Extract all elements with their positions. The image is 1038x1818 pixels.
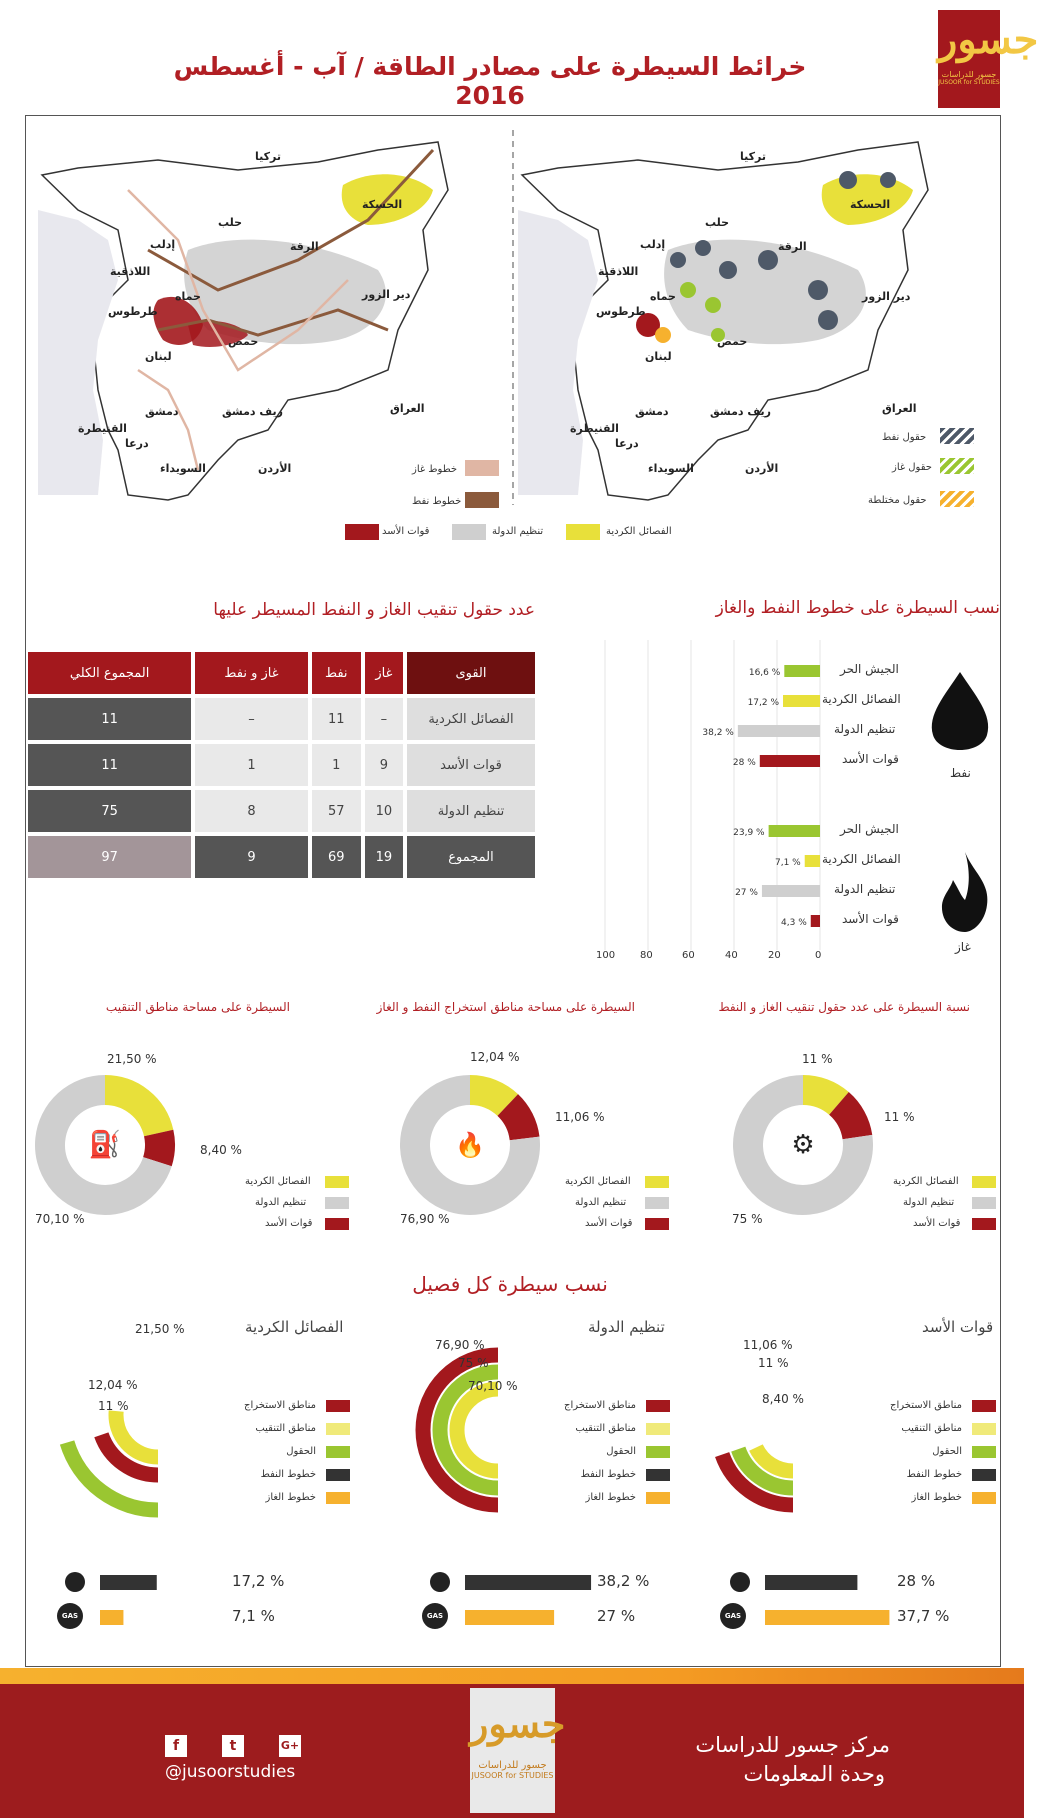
legend-gas-fields-label: حقول غاز <box>892 462 932 473</box>
table-header-row <box>28 652 535 694</box>
footer-logo: جسور جسور للدراسات JUSOOR for STUDIES <box>470 1688 555 1813</box>
isis-gas-line-value: 27 % <box>597 1607 636 1625</box>
legend-swatch <box>326 1446 350 1458</box>
label-hama: حماه <box>175 290 201 303</box>
pipeline-bars <box>40 1560 1000 1640</box>
jusoor-logo: جسور جسور للدراسات JUSOOR for STUDIES <box>938 10 1000 108</box>
table-row <box>28 744 535 786</box>
label-tartus: طرطوس <box>108 305 158 318</box>
oil-cat-assad: قوات الأسد <box>842 752 899 766</box>
legend-isis-label: تنظيم الدولة <box>492 526 544 537</box>
legend-label: خطوط النفط <box>260 1469 316 1480</box>
ring-kurds-l3: 21,50 % <box>135 1322 185 1336</box>
legend-gas-lines-swatch <box>465 460 499 476</box>
kurds-gas-line-value: 7,1 % <box>232 1607 275 1625</box>
oil-line-bar <box>465 1575 591 1590</box>
label-lebanon-r: لبنان <box>645 350 672 363</box>
cell-both: 1 <box>195 744 307 786</box>
dl-b-kurds: الفصائل الكردية <box>565 1176 631 1187</box>
oil-line-bar <box>100 1575 157 1590</box>
bar-value-label: 7,1 % <box>775 858 801 868</box>
legend-oil-fields-swatch <box>940 428 974 444</box>
lines-chart-title: نسب السيطرة على خطوط النفط والغاز <box>715 598 1000 618</box>
donut1-title: نسبة السيطرة على عدد حقول تنقيب الغاز و النفط <box>718 1000 970 1014</box>
legend-label: مناطق التنقيب <box>901 1423 962 1434</box>
cell-total: 97 <box>28 836 191 878</box>
donut-c-isis: 75 % <box>732 1212 763 1226</box>
oil-cat-isis: تنظيم الدولة <box>834 722 896 736</box>
dl-c-kurds-swatch <box>972 1176 996 1188</box>
table-title: عدد حقول تنقيب الغاز و النفط المسيطر عليها <box>213 600 535 620</box>
label-deir-ezzor-r: دير الزور <box>862 290 911 303</box>
label-homs: حمص <box>228 335 259 348</box>
label-homs-r: حمص <box>717 335 748 348</box>
label-iraq: العراق <box>390 402 425 415</box>
donut-b-assad: 11,06 % <box>555 1110 605 1124</box>
gas-line-bar <box>465 1610 554 1625</box>
gas-line-bar <box>765 1610 889 1625</box>
label-rif-dimashq: ريف دمشق <box>222 405 283 418</box>
label-turkey-r: تركيا <box>740 150 766 163</box>
gas-icon: GAS <box>57 1603 83 1629</box>
ring-assad-l2: 11 % <box>758 1356 789 1370</box>
label-tartus-r: طرطوس <box>596 305 646 318</box>
gas-icon: GAS <box>422 1603 448 1629</box>
bar-value-label: 38,2 % <box>702 728 734 738</box>
label-idlib-r: إدلب <box>640 238 666 251</box>
twitter-icon[interactable]: t <box>222 1735 244 1757</box>
bar <box>805 855 820 867</box>
half-rings-isis <box>410 1345 500 1515</box>
oil-drop-icon <box>925 670 995 760</box>
label-raqqa: الرقة <box>290 240 319 253</box>
bar-value-label: 27 % <box>735 888 758 898</box>
label-lebanon: لبنان <box>145 350 172 363</box>
legend-swatch <box>972 1492 996 1504</box>
flame-icon <box>935 850 995 935</box>
label-aleppo: حلب <box>218 216 243 229</box>
valve-icon <box>65 1572 85 1592</box>
legend-swatch <box>646 1400 670 1412</box>
legend-swatch <box>646 1423 670 1435</box>
legend-swatch <box>646 1492 670 1504</box>
legend-label: الحقول <box>606 1446 636 1457</box>
legend-assad-swatch <box>345 524 379 540</box>
th-gas: غاز <box>365 652 403 694</box>
label-hasakah-r: الحسكة <box>850 198 891 211</box>
gas-icon: GAS <box>720 1603 746 1629</box>
label-hama-r: حماه <box>650 290 676 303</box>
valve-icon <box>730 1572 750 1592</box>
google-plus-icon[interactable]: G+ <box>279 1735 301 1757</box>
axis-tick: 100 <box>596 950 616 961</box>
cell-gas: 10 <box>365 790 403 832</box>
label-latakia: اللاذقية <box>110 265 151 278</box>
label-sweida: السويداء <box>160 462 206 475</box>
oil-label: نفط <box>950 766 971 780</box>
bar-value-label: 17,2 % <box>747 698 780 708</box>
cell-oil: 1 <box>312 744 361 786</box>
legend-swatch <box>326 1469 350 1481</box>
label-damascus: دمشق <box>145 405 179 418</box>
legend-swatch <box>972 1400 996 1412</box>
row-name: الفصائل الكردية <box>407 698 535 740</box>
row-name: المجموع <box>407 836 535 878</box>
oil-cat-fsa: الجيش الحر <box>840 662 899 676</box>
group-isis-title: تنظيم الدولة <box>588 1318 665 1336</box>
label-idlib: إدلب <box>150 238 176 251</box>
ring-assad-l3: 8,40 % <box>762 1392 804 1406</box>
label-daraa: درعا <box>125 437 149 450</box>
label-quneitra: القنيطرة <box>78 422 127 435</box>
donut-b-kurds: 12,04 % <box>470 1050 520 1064</box>
ring-isis-l3: 70,10 % <box>468 1379 518 1393</box>
legend-kurds-label: الفصائل الكردية <box>606 526 672 537</box>
th-forces: القوى <box>407 652 535 694</box>
label-turkey: تركيا <box>255 150 281 163</box>
legend-swatch <box>326 1492 350 1504</box>
legend-label: مناطق التنقيب <box>575 1423 636 1434</box>
bar-value-label: 23,9 % <box>733 828 765 838</box>
page-title: خرائط السيطرة على مصادر الطاقة / آب - أغسطس 2016 <box>173 52 807 110</box>
label-deir-ezzor: دير الزور <box>362 288 411 301</box>
cell-total: 11 <box>28 698 191 740</box>
oil-rig-icon: ⚙ <box>780 1122 826 1168</box>
dl-c-assad-swatch <box>972 1218 996 1230</box>
donut3-title: السيطرة على مساحة مناطق التنقيب <box>105 1000 290 1014</box>
bar <box>738 725 820 737</box>
label-sweida-r: السويداء <box>648 462 694 475</box>
legend-label: خطوط النفط <box>906 1469 962 1480</box>
axis-tick: 0 <box>815 950 822 961</box>
legend-label: مناطق التنقيب <box>255 1423 316 1434</box>
faction-legend-2 <box>550 1400 670 1515</box>
oil-line-bar <box>765 1575 857 1590</box>
dl-b-kurds-swatch <box>645 1176 669 1188</box>
half-rings-assad <box>705 1345 795 1515</box>
legend-label: الحقول <box>932 1446 962 1457</box>
label-rif-dimashq-r: ريف دمشق <box>710 405 771 418</box>
table-row <box>28 790 535 832</box>
legend-swatch <box>972 1446 996 1458</box>
label-jordan: الأردن <box>258 462 292 475</box>
dl-c-isis-swatch <box>972 1197 996 1209</box>
legend-swatch <box>972 1423 996 1435</box>
table-row <box>28 698 535 740</box>
bar-value-label: 28 % <box>732 758 756 768</box>
donut-slice <box>839 1103 857 1137</box>
lines-axis <box>588 950 833 964</box>
group-kurds-title: الفصائل الكردية <box>245 1318 344 1336</box>
legend-label: خطوط الغاز <box>265 1492 316 1503</box>
label-damascus-r: دمشق <box>635 405 669 418</box>
label-raqqa-r: الرقة <box>778 240 807 253</box>
dl-a-kurds-swatch <box>325 1176 349 1188</box>
legend-label: خطوط النفط <box>580 1469 636 1480</box>
legend-label: الحقول <box>286 1446 316 1457</box>
oil-gas-icon: 🔥 <box>447 1122 493 1168</box>
bar <box>769 825 820 837</box>
donut-a-isis: 70,10 % <box>35 1212 85 1226</box>
footer-org: مركز جسور للدراسات <box>695 1733 890 1757</box>
legend-swatch <box>646 1446 670 1458</box>
th-total: المجموع الكلي <box>28 652 191 694</box>
label-jordan-r: الأردن <box>745 462 779 475</box>
ring-arc <box>457 1389 498 1471</box>
legend-gas-lines-label: خطوط غاز <box>412 464 458 475</box>
cell-gas: 19 <box>365 836 403 878</box>
legend-gas-fields-swatch <box>940 458 974 474</box>
legend-oil-lines-label: خطوط نفط <box>412 496 462 507</box>
donut-a-kurds: 21,50 % <box>107 1052 157 1066</box>
donut-slice <box>508 1105 525 1138</box>
social-handle[interactable]: @jusoorstudies <box>165 1762 296 1782</box>
legend-isis-swatch <box>452 524 486 540</box>
bar <box>760 755 820 767</box>
right-map-syria <box>518 142 928 500</box>
dl-a-assad: قوات الأسد <box>265 1218 313 1229</box>
dl-b-isis-swatch <box>645 1197 669 1209</box>
donut-b-isis: 76,90 % <box>400 1212 450 1226</box>
cell-total: 75 <box>28 790 191 832</box>
legend-label: مناطق الاستخراج <box>244 1400 316 1411</box>
facebook-icon[interactable]: f <box>165 1735 187 1757</box>
gas-line-bar <box>100 1610 123 1625</box>
kurds-oil-line-value: 17,2 % <box>232 1572 285 1590</box>
lines-bar-chart <box>590 640 830 960</box>
dl-b-isis: تنظيم الدولة <box>575 1197 627 1208</box>
pumpjack-icon: ⛽ <box>82 1122 128 1168</box>
footer-stripe <box>0 1668 1024 1684</box>
cell-oil: 57 <box>312 790 361 832</box>
legend-oil-lines-swatch <box>465 492 499 508</box>
legend-mixed-fields-label: حقول مختلطة <box>868 495 927 506</box>
donut-slice <box>803 1090 839 1103</box>
legend-assad-label: قوات الأسد <box>382 526 430 537</box>
cell-gas: – <box>365 698 403 740</box>
bar <box>762 885 820 897</box>
legend-label: خطوط الغاز <box>911 1492 962 1503</box>
dl-c-assad: قوات الأسد <box>913 1218 961 1229</box>
cell-both: 8 <box>195 790 307 832</box>
dl-a-assad-swatch <box>325 1218 349 1230</box>
dl-a-isis-swatch <box>325 1197 349 1209</box>
cell-gas: 9 <box>365 744 403 786</box>
faction-legend-1 <box>230 1400 350 1515</box>
row-name: قوات الأسد <box>407 744 535 786</box>
legend-label: خطوط الغاز <box>585 1492 636 1503</box>
donut-c-kurds: 11 % <box>802 1052 833 1066</box>
cell-both: 9 <box>195 836 307 878</box>
oil-cat-kurds: الفصائل الكردية <box>822 692 901 706</box>
dl-b-assad: قوات الأسد <box>585 1218 633 1229</box>
label-latakia-r: اللاذقية <box>598 265 639 278</box>
legend-label: مناطق الاستخراج <box>890 1400 962 1411</box>
ring-isis-l2: 75 % <box>458 1356 489 1370</box>
assad-oil-line-value: 28 % <box>897 1572 936 1590</box>
row-name: تنظيم الدولة <box>407 790 535 832</box>
donut2-title: السيطرة على مساحة مناطق استخراج النفط و الغاز <box>376 1000 635 1014</box>
dl-c-isis: تنظيم الدولة <box>903 1197 955 1208</box>
bar-value-label: 4,3 % <box>781 918 807 928</box>
ring-kurds-l2: 11 % <box>98 1399 129 1413</box>
left-map-syria <box>38 142 448 500</box>
gas-cat-kurds: الفصائل الكردية <box>822 852 901 866</box>
bar <box>784 665 820 677</box>
cell-oil: 69 <box>312 836 361 878</box>
ring-arc <box>116 1411 158 1457</box>
legend-mixed-fields-swatch <box>940 491 974 507</box>
gas-label: غاز <box>955 940 971 954</box>
bar <box>811 915 820 927</box>
assad-gas-line-value: 37,7 % <box>897 1607 950 1625</box>
isis-oil-line-value: 38,2 % <box>597 1572 650 1590</box>
axis-tick: 40 <box>725 950 738 961</box>
gas-cat-fsa: الجيش الحر <box>840 822 899 836</box>
donut-slice <box>157 1133 160 1162</box>
dl-b-assad-swatch <box>645 1218 669 1230</box>
cell-oil: 11 <box>312 698 361 740</box>
ring-kurds-l1: 12,04 % <box>88 1378 138 1392</box>
axis-tick: 20 <box>768 950 781 961</box>
donut-c-assad: 11 % <box>884 1110 915 1124</box>
cell-both: – <box>195 698 307 740</box>
table-sum-row <box>28 836 535 878</box>
half-rings-kurds <box>40 1315 160 1515</box>
donut-a-assad: 8,40 % <box>200 1143 242 1157</box>
legend-swatch <box>326 1423 350 1435</box>
label-aleppo-r: حلب <box>705 216 730 229</box>
label-hasakah: الحسكة <box>362 198 403 211</box>
faction-section-title: نسب سيطرة كل فصيل <box>412 1272 608 1296</box>
axis-tick: 60 <box>682 950 695 961</box>
donut-slice <box>470 1090 508 1105</box>
footer-unit: وحدة المعلومات <box>743 1762 885 1786</box>
cell-total: 11 <box>28 744 191 786</box>
legend-label: مناطق الاستخراج <box>564 1400 636 1411</box>
maps-area <box>38 130 998 505</box>
faction-legend-3 <box>876 1400 996 1515</box>
ring-assad-l1: 11,06 % <box>743 1338 793 1352</box>
legend-swatch <box>972 1469 996 1481</box>
axis-tick: 80 <box>640 950 653 961</box>
gas-cat-assad: قوات الأسد <box>842 912 899 926</box>
label-iraq-r: العراق <box>882 402 917 415</box>
fields-table <box>24 648 539 882</box>
valve-icon <box>430 1572 450 1592</box>
legend-oil-fields-label: حقول نفط <box>882 432 927 443</box>
group-assad-title: قوات الأسد <box>922 1318 994 1336</box>
dl-c-kurds: الفصائل الكردية <box>893 1176 959 1187</box>
legend-swatch <box>326 1400 350 1412</box>
dl-a-isis: تنظيم الدولة <box>255 1197 307 1208</box>
legend-kurds-swatch <box>566 524 600 540</box>
bar <box>783 695 820 707</box>
th-oil: نفط <box>312 652 361 694</box>
dl-a-kurds: الفصائل الكردية <box>245 1176 311 1187</box>
ring-isis-l1: 76,90 % <box>435 1338 485 1352</box>
bar-value-label: 16,6 % <box>748 668 781 678</box>
gas-cat-isis: تنظيم الدولة <box>834 882 896 896</box>
label-daraa-r: درعا <box>615 437 639 450</box>
label-quneitra-r: القنيطرة <box>570 422 619 435</box>
legend-swatch <box>646 1469 670 1481</box>
ring-arc <box>756 1448 793 1471</box>
th-both: غاز و نفط <box>195 652 307 694</box>
